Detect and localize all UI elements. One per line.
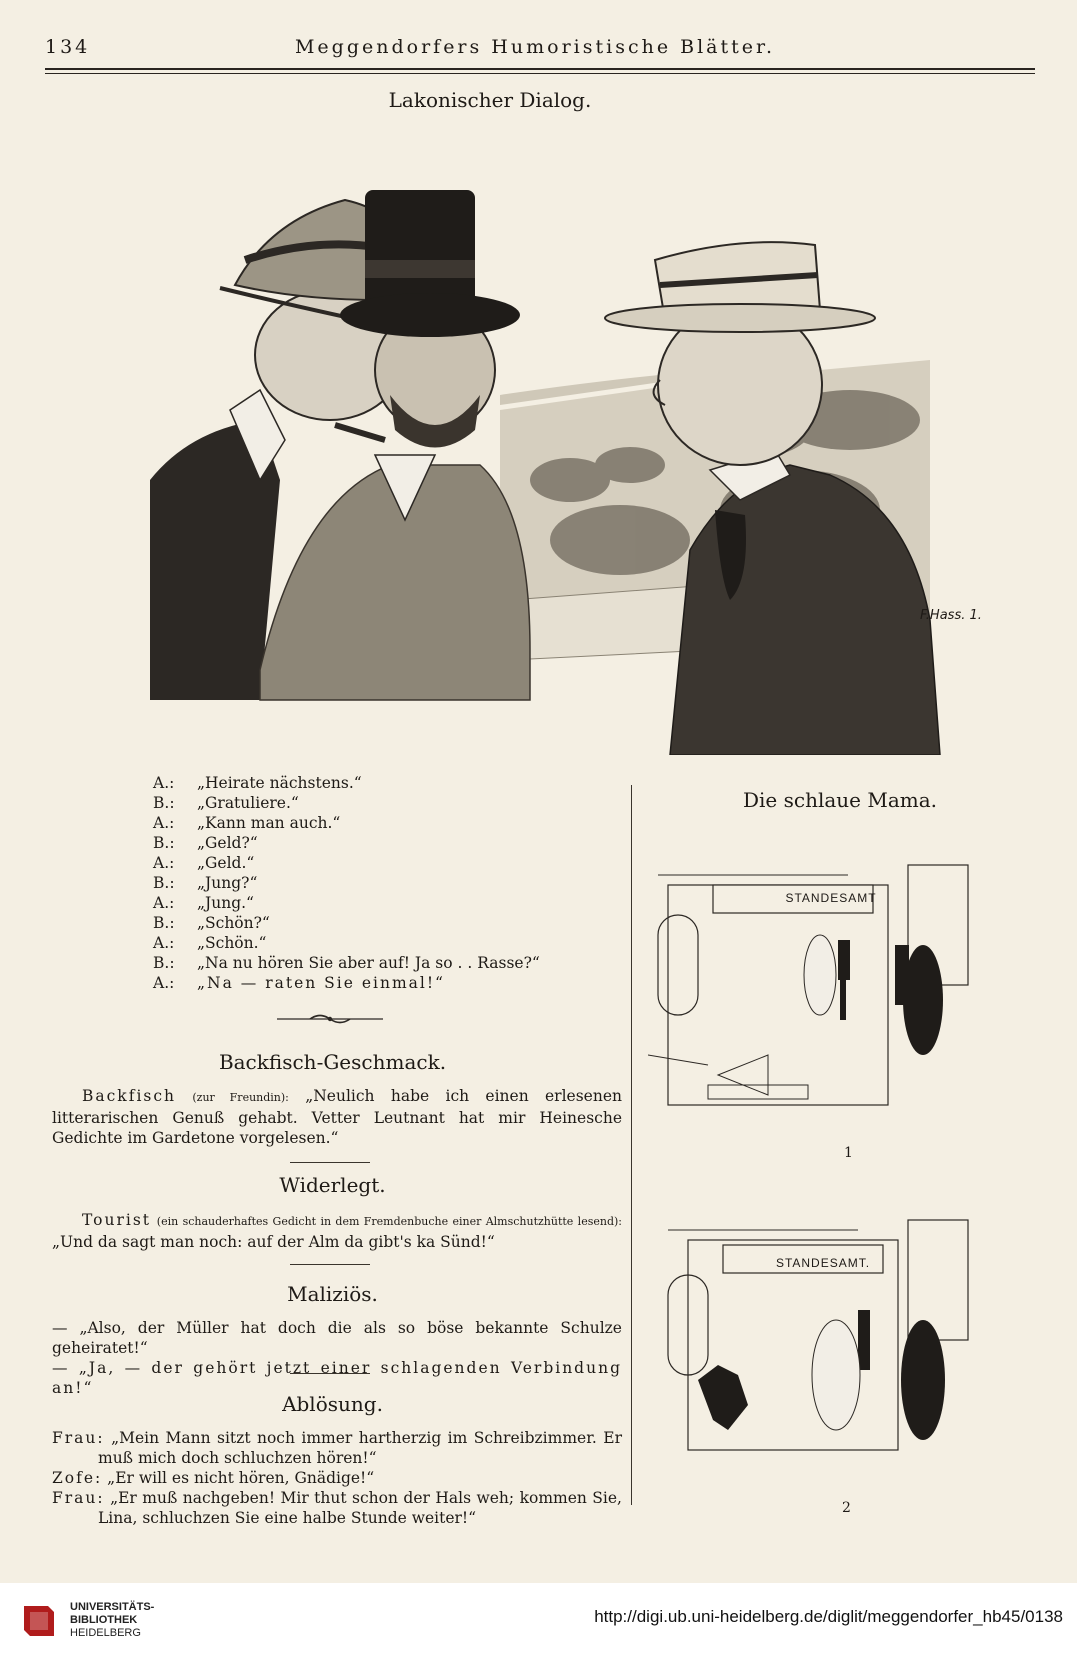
article-text-abloesung [52, 1428, 622, 1528]
university-library-logo-icon [18, 1600, 60, 1642]
article-title-malizioes: Maliziös. [287, 1282, 378, 1306]
text-line: Zofe: „Er will es nicht hören, Gnädige!“ [52, 1469, 375, 1487]
comic-caption-2: 2 [842, 1500, 851, 1516]
comic-frame-1 [648, 825, 1006, 1125]
column-divider [631, 785, 632, 1505]
dialog-line: B.: „Jung?“ [153, 874, 258, 892]
separator-rule [290, 1264, 370, 1265]
separator-rule [290, 1373, 370, 1374]
page-number: 134 [45, 36, 91, 58]
article-title-backfisch: Backfisch-Geschmack. [218, 1050, 447, 1074]
text-line: Frau: „Mein Mann sitzt noch immer hartherzig im Schreibzimmer. Er muß mich doch schluchzen hören!“ [52, 1429, 622, 1467]
text-line: Frau: „Er muß nachgeben! Mir thut schon der Hals weh; kommen Sie, Lina, schluchzen Sie eine halbe Stunde weiter!“ [52, 1489, 622, 1527]
header-rule [45, 68, 1035, 70]
dialog-line: A.: „Schön.“ [153, 934, 267, 952]
dialog-line: A.: „Jung.“ [153, 894, 254, 912]
article-text-widerlegt: Tourist (ein schauderhaftes Gedicht in dem Fremdenbuche einer Almschutzhütte lesend): „Und da sagt man noch: auf der Alm da gibt's ka Sünd!“ [52, 1211, 622, 1251]
dialog-line: B.: „Geld?“ [153, 834, 258, 852]
separator-rule [290, 1162, 370, 1163]
comic-sign-standesamt-1: STANDESAMT [785, 891, 877, 905]
article-title-lakonischer-dialog: Lakonischer Dialog. [388, 88, 592, 112]
dialog-line: B.: „Schön?“ [153, 914, 270, 932]
illustration-three-men [150, 180, 1010, 755]
text-line: — „Ja, — der gehört jetzt einer schlagenden Verbindung an!“ [52, 1359, 622, 1397]
dialog-block [153, 773, 623, 993]
comic-caption-1: 1 [844, 1145, 853, 1161]
comic-frame-2 [658, 1190, 1003, 1480]
library-name: UNIVERSITÄTS- BIBLIOTHEK HEIDELBERG [70, 1601, 155, 1639]
source-url-link[interactable]: http://digi.ub.uni-heidelberg.de/diglit/meggendorfer_hb45/0138 [594, 1607, 1063, 1626]
article-title-widerlegt: Widerlegt. [279, 1173, 386, 1197]
header-rule-thin [45, 73, 1035, 74]
journal-title: Meggendorfers Humoristische Blätter. [294, 36, 776, 58]
dialog-line: B.: „Na nu hören Sie aber auf! Ja so . . Rasse?“ [153, 954, 540, 972]
article-text-backfisch: Backfisch (zur Freundin): „Neulich habe ich einen erlesenen litterarischen Genuß gehabt. Vetter Leutnant hat mir Heinesche Gedichte im Gardetone vorgelesen.“ [52, 1087, 622, 1147]
running-header [45, 36, 1025, 62]
article-text-malizioes [52, 1318, 622, 1398]
illustration-signature: F.Hass. 1. [920, 608, 982, 623]
dialog-line: A.: „Na — raten Sie einmal!“ [153, 974, 445, 992]
dialog-line: B.: „Gratuliere.“ [153, 794, 299, 812]
dialog-line: A.: „Kann man auch.“ [153, 814, 341, 832]
dialog-line: A.: „Heirate nächstens.“ [153, 774, 362, 792]
article-title-abloesung: Ablösung. [282, 1392, 383, 1416]
dialog-line: A.: „Geld.“ [153, 854, 255, 872]
article-title-schlaue-mama: Die schlaue Mama. [742, 788, 937, 812]
text-line: — „Also, der Müller hat doch die als so böse bekannte Schulze geheiratet!“ [52, 1319, 622, 1357]
ornament-divider [275, 1012, 385, 1026]
comic-sign-standesamt-2: STANDESAMT. [775, 1256, 871, 1270]
